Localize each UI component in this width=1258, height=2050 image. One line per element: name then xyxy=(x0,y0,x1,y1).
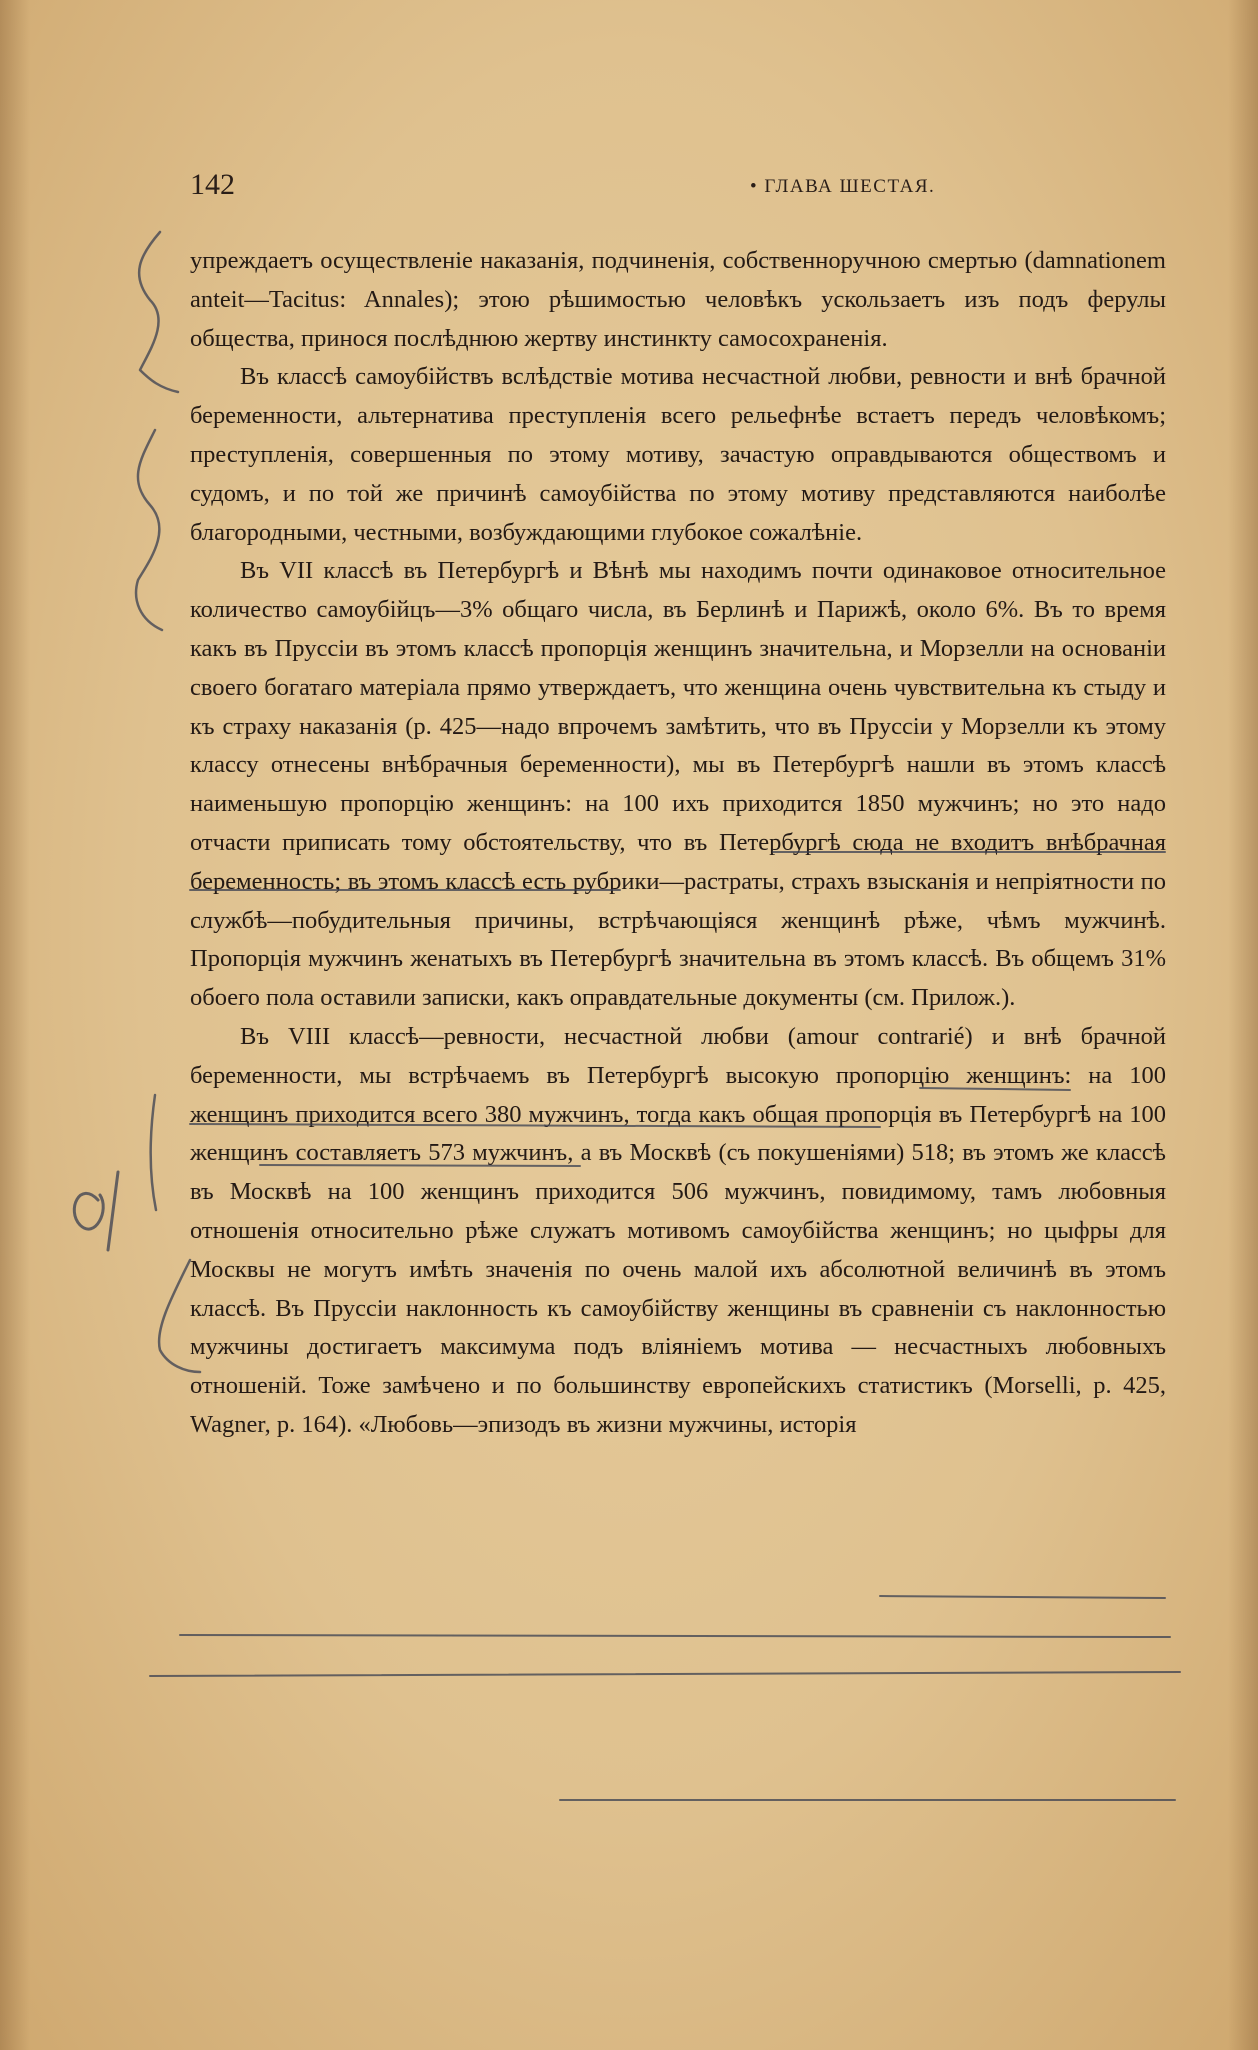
paragraph: Въ VII классѣ въ Петербургѣ и Вѣнѣ мы находимъ почти одинаковое относительное количество самоубійцъ—3% общаго числа, въ Берлинѣ и Парижѣ, около 6%. Въ то время какъ въ Пруссіи въ этомъ классѣ пропорція женщинъ значительна, и Морзелли на основаніи своего богатаго матеріала прямо утверждаетъ, что женщина очень чувствительна къ стыду и къ страху наказанія (р. 425—надо впрочемъ замѣтить, что въ Пруссіи у Морзелли къ этому классу отнесены внѣбрачныя беременности), мы въ Петербургѣ нашли въ этомъ классѣ наименьшую пропорцію женщинъ: на 100 ихъ приходится 1850 мужчинъ; но это надо отчасти приписать тому обстоятельству, что въ Петербургѣ сюда не входитъ внѣбрачная беременность; въ этомъ классѣ есть рубрики—растраты, страхъ взысканія и непріятности по службѣ—побудительныя причины, встрѣчающіяся женщинѣ рѣже, чѣмъ мужчинѣ. Пропорція мужчинъ женатыхъ въ Петербургѣ значительна въ этомъ классѣ. Въ общемъ 31% обоего пола оставили записки, какъ оправдательные документы (см. Прилож.). xyxy=(190,557,1166,1012)
paragraph-continued: упреждаетъ осуществленіе наказанія, подчиненія, собственноручною смертью (damnationem anteit—Tacitus: Annales); этою рѣшимостью человѣкъ ускользаетъ изъ подъ ферулы общества, принося послѣднюю жертву инстинкту самосохраненія. xyxy=(190,247,1166,352)
left-page-shadow xyxy=(0,0,30,2050)
right-page-shadow xyxy=(1228,0,1258,2050)
underline xyxy=(150,1672,1180,1676)
page-number: 142 xyxy=(190,168,235,201)
running-head: • ГЛАВА ШЕСТАЯ. xyxy=(750,176,936,197)
underline xyxy=(180,1635,1170,1637)
body-text xyxy=(190,242,1166,1445)
margin-brace-3 xyxy=(151,1095,156,1210)
margin-brace-1 xyxy=(139,232,178,392)
paragraph: Въ классѣ самоубійствъ вслѣдствіе мотива несчастной любви, ревности и внѣ брачной беременности, альтернатива преступленія всего рельефнѣе встаетъ передъ человѣкомъ; преступленія, совершенныя по этому мотиву, зачастую оправдываются обществомъ и судомъ, и по той же причинѣ самоубійства по этому мотиву представляются наиболѣе благородными, честными, возбуждающими глубокое сожалѣніе. xyxy=(190,363,1166,546)
margin-brace-2 xyxy=(136,430,162,630)
margin-mark xyxy=(74,1172,118,1250)
underline xyxy=(880,1596,1165,1598)
page-header xyxy=(190,168,1170,208)
paragraph: Въ VIII классѣ—ревности, несчастной любви (amour contrarié) и внѣ брачной беременности, мы встрѣчаемъ въ Петербургѣ высокую пропорцію женщинъ: на 100 женщинъ приходится всего 380 мужчинъ, тогда какъ общая пропорція въ Петербургѣ на 100 женщинъ составляетъ 573 мужчинъ, а въ Москвѣ (съ покушеніями) 518; въ этомъ же классѣ въ Москвѣ на 100 женщинъ приходится 506 мужчинъ, повидимому, тамъ любовныя отношенія относительно рѣже служатъ мотивомъ самоубійства женщинъ; но цыфры для Москвы не могутъ имѣть значенія по очень малой ихъ абсолютной величинѣ въ этомъ классѣ. Въ Пруссіи наклонность къ самоубійству женщины въ сравненіи съ наклонностью мужчины достигаетъ максимума подъ вліяніемъ мотива — несчастныхъ любовныхъ отношеній. Тоже замѣчено и по большинству европейскихъ статистикъ (Morselli, p. 425, Wagner, p. 164). «Любовь—эпизодъ въ жизни мужчины, исторія xyxy=(190,1022,1166,1438)
